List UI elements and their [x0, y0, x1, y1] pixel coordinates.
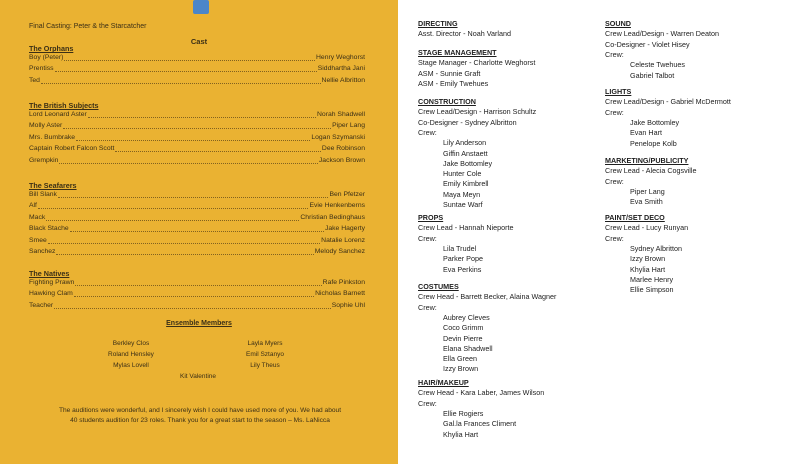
actor-name: Melody Sanchez [314, 248, 365, 255]
cast-row [29, 247, 365, 257]
ensemble-member: Emil Sztanyo [246, 351, 284, 358]
role-name: Black Stache [29, 225, 69, 233]
blue-tape [193, 0, 209, 14]
actor-name: Logan Szymanski [311, 133, 365, 141]
crew-member: Penelope Kolb [630, 138, 677, 148]
actor-name: Ben Pfetzer [329, 191, 365, 198]
actor-name: Sophie Uhl [331, 301, 365, 309]
ensemble-member: Layla Myers [247, 340, 283, 347]
crew-member: Lily Anderson [443, 138, 487, 148]
cast-row [29, 224, 365, 234]
ensemble-title: Ensemble Members [166, 320, 232, 327]
cast-row [29, 301, 365, 311]
crew-label: Crew: [418, 233, 437, 243]
role-name: Teacher [29, 301, 54, 309]
crew-label: Crew: [418, 302, 437, 312]
crew-member: Sydney Albritton [630, 243, 682, 253]
crew-label: Crew: [605, 176, 624, 186]
crew-role-line: Co-Designer - Sydney Albritton [418, 117, 517, 127]
closing-note [30, 406, 370, 426]
crew-section-title: CONSTRUCTION [418, 97, 476, 106]
cast-row [29, 144, 365, 154]
role-name: Sanchez [29, 248, 56, 255]
dot-leader [38, 208, 309, 209]
cast-section-title: The Orphans [29, 44, 74, 53]
crew-member: Hunter Cole [443, 169, 482, 179]
dot-leader [63, 128, 331, 129]
cast-row [29, 53, 365, 63]
dot-leader [56, 254, 313, 255]
dot-leader [48, 243, 320, 244]
crew-section-title: PAINT/SET DECO [605, 213, 665, 222]
cast-row [29, 213, 365, 223]
crew-member: Ellie Simpson [630, 285, 674, 295]
role-name: Grempkin [29, 156, 59, 164]
crew-role-line: Crew Lead - Alecia Cogsville [605, 166, 697, 176]
closing-line: 40 students audition for 23 roles. Thank you for a great start to the season – Ms. LaNicca [70, 417, 330, 424]
dot-leader [55, 71, 317, 72]
cast-row [29, 133, 365, 143]
role-name: Hawking Clam [29, 290, 73, 298]
cast-row [29, 156, 365, 166]
crew-member: Suntae Warf [443, 200, 483, 209]
dot-leader [88, 117, 316, 118]
actor-name: Nicholas Barnett [315, 290, 365, 298]
crew-member: Lila Trudel [443, 243, 477, 253]
role-name: Ted [29, 76, 40, 84]
crew-member: Evan Hart [630, 128, 662, 138]
dot-leader [64, 60, 315, 61]
crew-member: Izzy Brown [630, 254, 666, 264]
crew-member: Jake Bottomley [443, 158, 493, 168]
cast-row [29, 190, 365, 200]
role-name: Molly Aster [29, 122, 63, 130]
cast-row [29, 64, 365, 74]
crew-member: Parker Pope [443, 254, 483, 264]
cast-row [29, 121, 365, 131]
dot-leader [59, 163, 317, 164]
crew-member: Coco Grimm [443, 323, 484, 333]
ensemble-member: Kit Valentine [179, 373, 216, 380]
cast-section-title: The Seafarers [29, 181, 77, 190]
actor-name: Evie Henkenberns [309, 202, 365, 210]
crew-label: Crew: [605, 49, 624, 59]
crew-member: Maya Meyn [443, 189, 481, 199]
crew-role-line: Co-Designer - Violet Hisey [605, 39, 690, 49]
dot-leader [75, 285, 321, 286]
crew-label: Crew: [418, 127, 437, 137]
crew-member: Celeste Twehues [630, 60, 686, 70]
crew-member: Emily Kimbrell [443, 179, 489, 189]
closing-line: The auditions were wonderful, and I sincerely wish I could have used more of you. We had about [58, 407, 342, 414]
crew-member: Gabriel Talbot [630, 70, 675, 80]
role-name: Alf [29, 202, 37, 210]
role-name: Smee [29, 236, 47, 244]
crew-member: Eva Perkins [443, 264, 482, 274]
cast-row [29, 236, 365, 246]
crew-member: Marlee Henry [630, 274, 674, 284]
crew-role-line: ASM - Emily Twehues [418, 78, 489, 88]
actor-name: Jake Hagerty [324, 225, 365, 233]
crew-section-title: SOUND [605, 19, 631, 28]
crew-section-title: MARKETING/PUBLICITY [605, 156, 689, 165]
ensemble-member: Roland Hensley [108, 351, 154, 358]
ensemble-member: Berkley Clos [112, 340, 150, 347]
crew-section-title: COSTUMES [418, 282, 459, 291]
crew-label: Crew: [605, 233, 624, 243]
dot-leader [46, 220, 299, 221]
crew-member: Giffin Anstaett [443, 148, 488, 158]
actor-name: Natalie Lorenz [321, 236, 365, 244]
dot-leader [74, 296, 314, 297]
dot-leader [70, 231, 324, 232]
dot-leader [58, 197, 329, 198]
crew-member: Piper Lang [630, 186, 665, 196]
crew-role-line: Crew Head - Barrett Becker, Alaina Wagner [418, 292, 557, 302]
crew-member: Izzy Brown [443, 364, 479, 374]
ensemble-member: Mylas Lovell [113, 362, 149, 369]
cast-title: Cast [190, 37, 208, 46]
dot-leader [115, 151, 321, 152]
crew-section-title: STAGE MANAGEMENT [418, 48, 497, 57]
crew-member: Devin Pierre [443, 333, 483, 343]
actor-name: Christian Bedinghaus [300, 213, 365, 221]
cast-row [29, 278, 365, 288]
actor-name: Rafe Pinkston [322, 279, 365, 286]
actor-name: Henry Weghorst [316, 54, 365, 61]
role-name: Mrs. Bumbrake [29, 133, 76, 141]
crew-section-title: PROPS [418, 213, 444, 222]
crew-role-line: Crew Lead - Hannah Nieporte [418, 223, 514, 233]
crew-sheet [398, 0, 796, 464]
actor-name: Norah Shadwell [317, 111, 365, 118]
actor-name: Piper Lang [332, 122, 365, 130]
cast-row [29, 289, 365, 299]
role-name: Boy (Peter) [29, 54, 64, 61]
crew-role-line: Stage Manager - Charlotte Weghorst [418, 58, 536, 68]
crew-member: Ellie Rogiers [443, 408, 484, 418]
crew-member: Aubrey Cleves [443, 312, 490, 322]
crew-member: Eva Smith [630, 197, 663, 207]
crew-member: Khylia Hart [443, 429, 479, 439]
cast-row [29, 76, 365, 86]
crew-member: Jake Bottomley [630, 117, 680, 127]
dot-leader [76, 140, 310, 141]
actor-name: Jackson Brown [318, 156, 365, 164]
dot-leader [54, 308, 331, 309]
role-name: Captain Robert Falcon Scott [29, 145, 115, 153]
cast-row [29, 201, 365, 211]
actor-name: Dee Robinson [321, 145, 365, 153]
crew-label: Crew: [605, 107, 624, 117]
role-name: Mack [29, 213, 46, 221]
crew-section-title: DIRECTING [418, 19, 458, 28]
crew-member: Gal.la Frances Climent [443, 419, 517, 429]
crew-section-title: LIGHTS [605, 87, 632, 96]
crew-role-line: Crew Head - Kara Laber, James Wilson [418, 388, 545, 398]
crew-role-line: ASM - Sunnie Graft [418, 68, 481, 78]
ensemble-member: Lily Theus [250, 362, 280, 369]
crew-role-line: Crew Lead - Lucy Runyan [605, 223, 689, 233]
crew-role-line: Asst. Director - Noah Varland [418, 29, 511, 39]
crew-section-title: HAIR/MAKEUP [418, 378, 469, 387]
cast-section-title: The Natives [29, 269, 70, 278]
actor-name: Nellie Albritton [321, 76, 365, 84]
cast-section-title: The British Subjects [29, 101, 99, 110]
role-name: Lord Leonard Aster [29, 111, 87, 118]
role-name: Fighting Prawn [29, 279, 75, 286]
crew-member: Khylia Hart [630, 264, 666, 274]
cast-row [29, 110, 365, 120]
role-name: Bill Slank [29, 191, 57, 198]
actor-name: Siddhartha Jani [317, 65, 365, 73]
crew-label: Crew: [418, 398, 437, 408]
crew-role-line: Crew Lead/Design - Harrison Schultz [418, 107, 537, 117]
crew-member: Ella Green [443, 354, 477, 364]
crew-member: Elana Shadwell [443, 343, 493, 353]
dot-leader [41, 83, 321, 84]
crew-role-line: Crew Lead/Design - Warren Deaton [605, 29, 719, 39]
crew-role-line: Crew Lead/Design - Gabriel McDermott [605, 97, 731, 107]
casting-header: Final Casting: Peter & the Starcatcher [29, 23, 147, 30]
role-name: Prentiss [29, 65, 54, 73]
